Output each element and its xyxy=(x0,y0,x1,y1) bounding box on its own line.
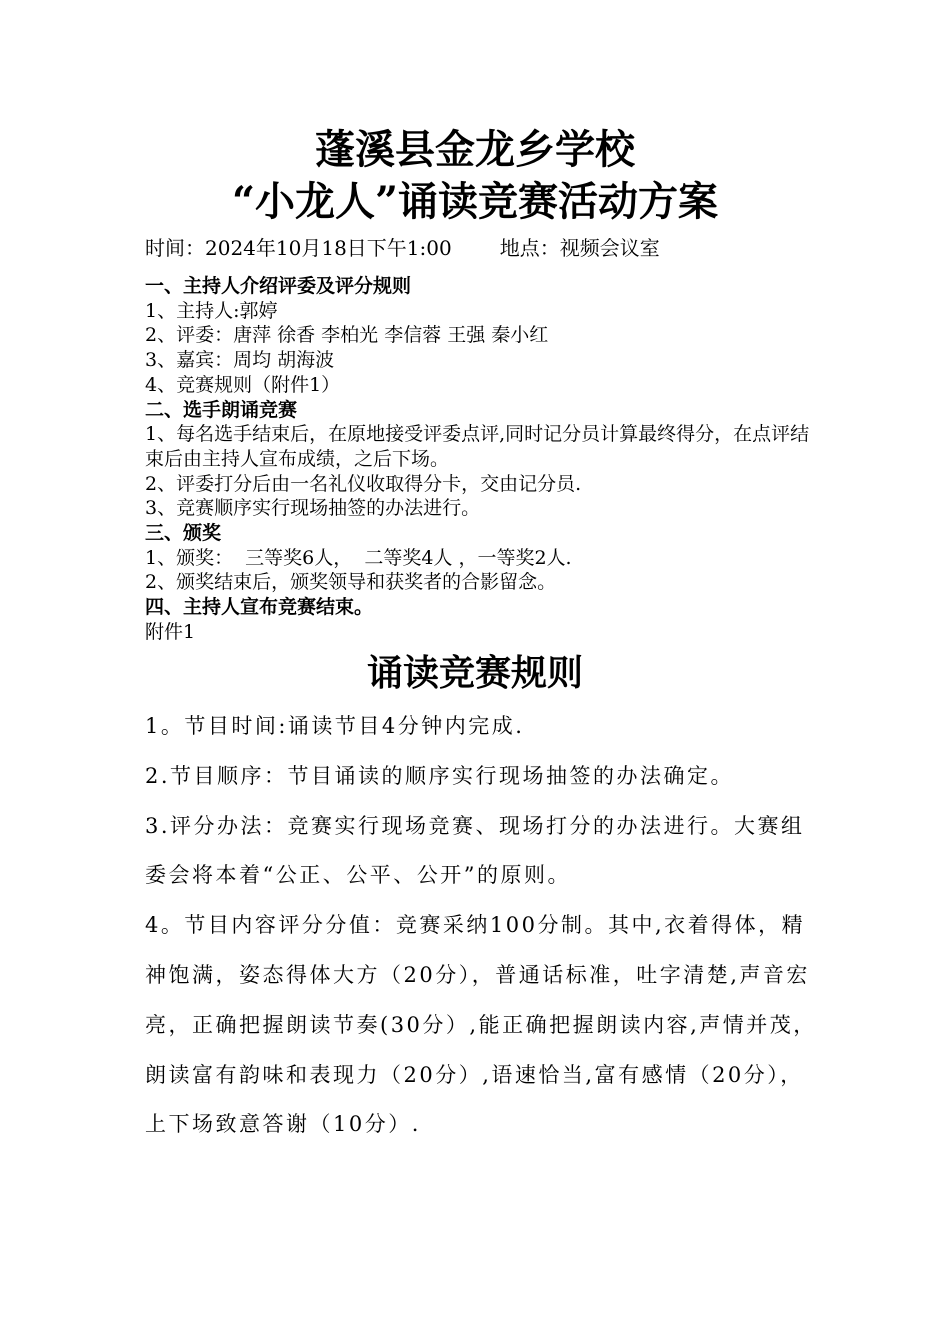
section3-item: 2、颁奖结束后，颁奖领导和获奖者的合影留念。 xyxy=(145,571,557,594)
section-heading-2: 二、选手朗诵竞赛 xyxy=(145,398,298,421)
section3-item: 1、颁奖： 三等奖6人， 二等奖4人 ，一等奖2人. xyxy=(145,546,572,569)
plan-body xyxy=(145,274,825,645)
section2-item: 1、每名选手结束后，在原地接受评委点评,同时记分员计算最终得分，在点评结束后由主持人宣布成绩，之后下场。 xyxy=(145,423,810,470)
rule-item: 1。节目时间:诵读节目4分钟内完成. xyxy=(145,714,525,738)
event-meta xyxy=(145,235,660,261)
document-title-line1: 蓬溪县金龙乡学校 xyxy=(315,126,635,173)
section1-item: 2、评委：唐萍 徐香 李柏光 李信蓉 王强 秦小红 xyxy=(145,324,549,347)
appendix-label: 附件1 xyxy=(145,620,196,643)
rule-item: 4。节目内容评分分值：竞赛采纳100分制。其中,衣着得体，精神饱满，姿态得体大方（20分），普通话标准，吐字清楚,声音宏亮，正确把握朗读节奏(30分）,能正确把握朗读内容,声情并茂，朗读富有韵味和表现力（20分）,语速恰当,富有感情（20分），上下场致意答谢（10分）. xyxy=(145,913,817,1137)
rule-item: 3.评分办法：竞赛实行现场竞赛、现场打分的办法进行。大赛组委会将本着“公正、公平、公开”的原则。 xyxy=(145,813,805,888)
event-time: 时间：2024年10月18日下午1:00 xyxy=(145,236,452,260)
rules-body xyxy=(145,702,825,1150)
section2-item: 2、评委打分后由一名礼仪收取得分卡，交由记分员. xyxy=(145,472,582,495)
section-heading-3: 三、颁奖 xyxy=(145,522,222,545)
document-title-line2: “小龙人”诵读竞赛活动方案 xyxy=(231,178,718,225)
section1-item: 1、主持人:郭婷 xyxy=(145,299,278,322)
section-heading-4: 四、主持人宣布竞赛结束。 xyxy=(145,596,374,619)
section-heading-1: 一、主持人介绍评委及评分规则 xyxy=(145,275,412,297)
rule-item: 2.节目顺序：节目诵读的顺序实行现场抽签的办法确定。 xyxy=(145,763,735,788)
event-location: 地点：视频会议室 xyxy=(499,236,660,260)
rules-title: 诵读竞赛规则 xyxy=(366,652,583,694)
section1-item: 3、嘉宾：周均 胡海波 xyxy=(145,349,335,372)
section1-item: 4、竞赛规则（附件1） xyxy=(145,373,341,396)
section2-item: 3、竞赛顺序实行现场抽签的办法进行。 xyxy=(145,497,481,520)
